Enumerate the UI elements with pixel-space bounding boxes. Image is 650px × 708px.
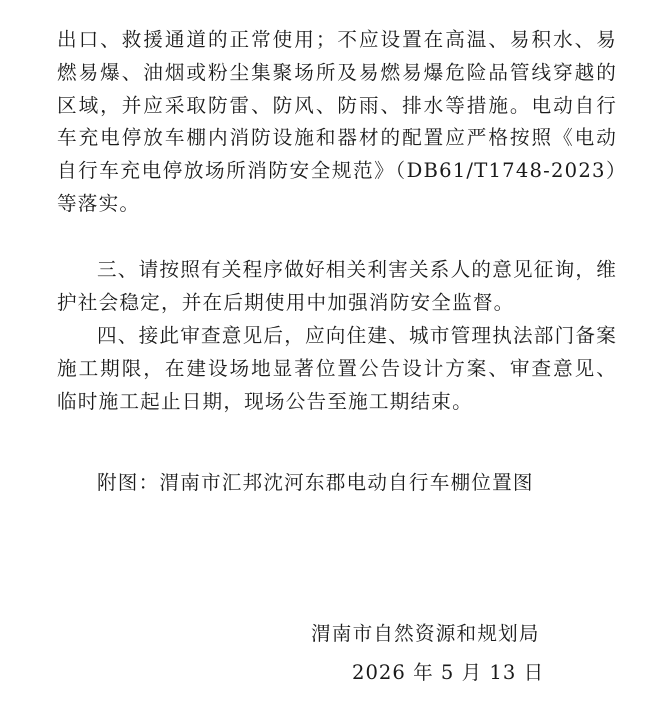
paragraph-four: 四、接此审查意见后，应向住建、城市管理执法部门备案施工期限，在建设场地显著位置公告设计方案、审查意见、临时施工起止日期，现场公告至施工期结束。 — [57, 324, 617, 413]
issuer-name: 渭南市自然资源和规划局 — [311, 622, 540, 645]
issue-date: 2026 年 5 月 13 日 — [352, 661, 545, 684]
paragraph-three: 三、请按照有关程序做好相关利害关系人的意见征询，维护社会稳定，并在后期使用中加强消防安全监督。 — [57, 258, 617, 314]
attachment-note: 附图：渭南市汇邦沈河东郡电动自行车棚位置图 — [97, 471, 534, 494]
paragraph-continued: 出口、救援通道的正常使用；不应设置在高温、易积水、易燃易爆、油烟或粉尘集聚场所及易燃易爆危险品管线穿越的区域，并应采取防雷、防风、防雨、排水等措施。电动自行车充电停放车棚内消防设施和器材的配置应严格按照《电动自行车充电停放场所消防安全规范》（DB61/T1748-2023）等落实。 — [57, 28, 617, 215]
